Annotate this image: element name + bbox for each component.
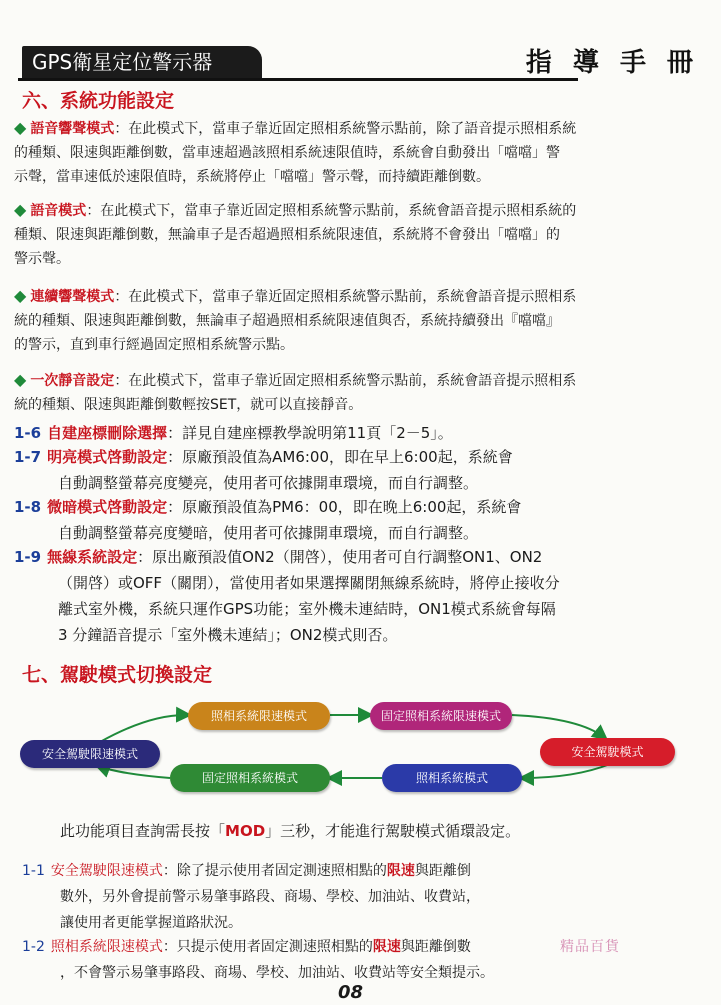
section6-title: 六、系統功能設定: [22, 90, 175, 112]
mod-note: [60, 820, 520, 841]
note-text: 」三秒，才能進行駕駛模式循環設定。: [265, 822, 521, 840]
item-term: 照相系統限速模式: [50, 939, 163, 955]
page-number: 08: [338, 982, 364, 1003]
node-fixed-camera-mode: 固定照相系統模式: [170, 764, 330, 792]
item-number: 1-6: [14, 424, 42, 442]
item-1-8: [14, 494, 704, 546]
item-number: 1-2: [22, 939, 45, 955]
diamond-icon: ◆: [14, 118, 27, 137]
paragraph-term: 連續響聲模式: [30, 289, 115, 305]
highlight-speed-limit: 限速: [386, 863, 415, 879]
paragraph-line: 種類、限速與距離倒數，無論車子是否超過照相系統限速值，系統將不會發出「噹噹」的: [14, 227, 560, 243]
paragraph-line: 的種類、限速與距離倒數，當車速超過該照相系統速限值時，系統會自動發出「噹噹」警: [14, 145, 560, 161]
diamond-icon: ◆: [14, 370, 27, 389]
item-line: ：除了提示使用者固定測速照相點的: [162, 863, 387, 879]
item-number: 1-9: [14, 548, 42, 566]
item-line: ，不會警示易肇事路段、商場、學校、加油站、收費站等安全類提示。: [60, 965, 494, 981]
paragraph-4: [14, 368, 704, 417]
arrow-left-top: [100, 715, 188, 742]
item-1-7: [14, 444, 704, 496]
item-7-1-1: [22, 858, 702, 936]
item-term: 明亮模式啓動設定: [47, 448, 168, 466]
paragraph-3: [14, 284, 704, 357]
item-line: （開啓）或OFF（關閉），當使用者如果選擇關閉無線系統時，將停止接收分: [58, 574, 560, 592]
section7-title: 七、駕駛模式切換設定: [22, 664, 213, 686]
arrow-top-right: [512, 715, 605, 738]
highlight-speed-limit: 限速: [372, 939, 401, 955]
item-term: 自建座標刪除選擇: [47, 424, 168, 442]
item-line: ：原出廠預設值ON2（開啓），使用者可自行調整ON1、ON2: [137, 548, 543, 566]
item-1-6: [14, 420, 704, 446]
node-safe-driving-mode: 安全駕駛模式: [540, 738, 675, 766]
item-line: 自動調整螢幕亮度變暗，使用者可依據開車環境，而自行調整。: [58, 524, 479, 542]
header-guide: 指 導 手 冊: [525, 48, 699, 78]
item-term: 微暗模式啓動設定: [47, 498, 168, 516]
paragraph-1: [14, 116, 704, 189]
paragraph-line: 示聲，當車速低於速限值時，系統將停止「噹噹」警示聲，而持續距離倒數。: [14, 169, 490, 185]
paragraph-line: ：在此模式下，當車子靠近固定照相系統警示點前，系統會語音提示照相系: [114, 373, 577, 389]
item-line: ：只提示使用者固定測速照相點的: [162, 939, 373, 955]
node-safe-limit-mode: 安全駕駛限速模式: [20, 740, 160, 768]
paragraph-line: ：在此模式下，當車子靠近固定照相系統警示點前，除了語音提示照相系統: [114, 121, 577, 137]
paragraph-line: ：在此模式下，當車子靠近固定照相系統警示點前，系統會語音提示照相系統的: [86, 203, 577, 219]
item-line: 3 分鐘語音提示「室外機未連結」；ON2模式則否。: [58, 626, 398, 644]
shop-stamp: 精品百貨: [560, 939, 620, 955]
node-camera-mode: 照相系統模式: [382, 764, 522, 792]
item-line: ：原廠預設值為PM6：00，即在晚上6:00起，系統會: [167, 498, 522, 516]
paragraph-line: 統的種類、限速與距離倒數，無論車子超過照相系統限速值與否，系統持續發出『噹噹』: [14, 313, 560, 329]
item-line: 離式室外機，系統只運作GPS功能；室外機未連結時，ON1模式系統會每隔: [58, 600, 556, 618]
node-camera-limit-mode: 照相系統限速模式: [188, 702, 330, 730]
item-line: 讓使用者更能掌握道路狀況。: [60, 915, 242, 931]
paragraph-line: 的警示，直到車行經過固定照相系統警示點。: [14, 337, 294, 353]
item-number: 1-7: [14, 448, 42, 466]
item-line: 自動調整螢幕亮度變亮，使用者可依據開車環境，而自行調整。: [58, 474, 479, 492]
diamond-icon: ◆: [14, 286, 27, 305]
item-line: ：原廠預設值為AM6:00，即在早上6:00起，系統會: [167, 448, 513, 466]
item-line: 數外，另外會提前警示易肇事路段、商場、學校、加油站、收費站，: [60, 889, 480, 905]
header-title: GPS衛星定位警示器: [22, 46, 262, 78]
diamond-icon: ◆: [14, 200, 27, 219]
item-1-9: [14, 544, 704, 648]
item-term: 安全駕駛限速模式: [50, 863, 163, 879]
node-fixed-camera-limit-mode: 固定照相系統限速模式: [370, 702, 512, 730]
paragraph-2: [14, 198, 704, 271]
paragraph-term: 一次靜音設定: [30, 373, 115, 389]
paragraph-term: 語音響聲模式: [30, 121, 115, 137]
paragraph-line: ：在此模式下，當車子靠近固定照相系統警示點前，系統會語音提示照相系: [114, 289, 577, 305]
item-term: 無線系統設定: [47, 548, 138, 566]
paragraph-term: 語音模式: [30, 203, 87, 219]
item-line: 與距離倒: [414, 863, 471, 879]
paragraph-line: 統的種類、限速與距離倒數輕按SET，就可以直接靜音。: [14, 397, 363, 413]
item-number: 1-8: [14, 498, 42, 516]
item-number: 1-1: [22, 863, 45, 879]
note-text: 此功能項目查詢需長按「: [60, 822, 226, 840]
arrow-right-bottom: [522, 764, 610, 778]
item-line: 與距離倒數: [400, 939, 471, 955]
mod-key-label: MOD: [225, 822, 266, 840]
paragraph-line: 警示聲。: [14, 251, 70, 267]
item-line: ：詳見自建座標教學說明第11頁「2－5」。: [167, 424, 453, 442]
